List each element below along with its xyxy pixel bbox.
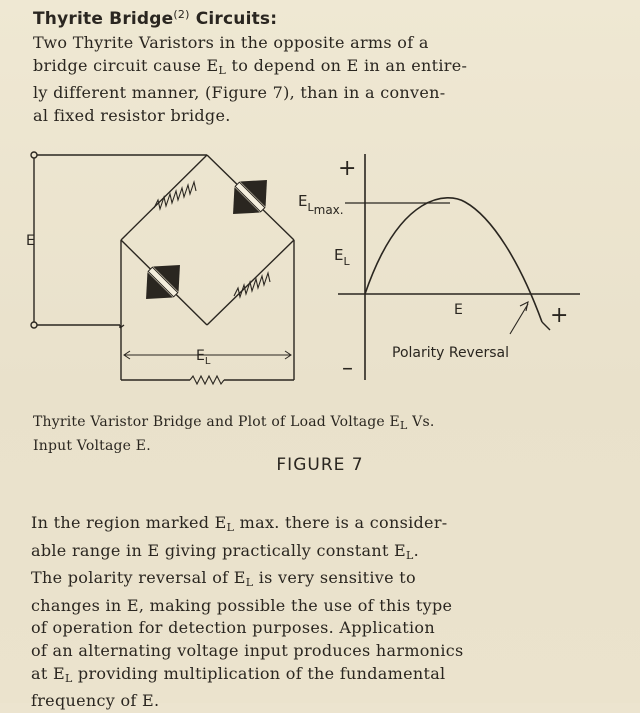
body-paragraph xyxy=(31,512,601,713)
caption-line-1 xyxy=(33,412,435,436)
intro-line-2 xyxy=(33,55,593,83)
plot-plus-top: + xyxy=(338,156,357,181)
intro-line-2-b: to depend on E in an entire- xyxy=(226,55,468,75)
body-line-1-a: In the region marked E xyxy=(31,513,227,532)
body-line-2 xyxy=(31,540,601,568)
body-line-2-a: able range in E giving practically constant E xyxy=(31,540,407,560)
body-line-6: of an alternating voltage input produces harmonics xyxy=(31,640,464,660)
elmax-label-main: E xyxy=(298,192,308,210)
body-line-7 xyxy=(31,663,601,691)
body-line-1-sub: L xyxy=(226,521,235,534)
body-line-3 xyxy=(31,567,601,595)
polarity-reversal-annotation: Polarity Reversal xyxy=(392,345,509,361)
el-axis-label-main: E xyxy=(334,246,344,264)
load-voltage-plot xyxy=(298,154,580,381)
caption-line-1-a: Thyrite Varistor Bridge and Plot of Load Voltage E xyxy=(33,414,400,430)
intro-line-3: ly different manner, (Figure 7), than in a conven- xyxy=(33,83,446,102)
figure-7-illustration xyxy=(20,142,590,392)
curve-tail xyxy=(542,322,550,330)
output-voltage-label xyxy=(196,348,211,367)
body-line-7-b: providing multiplication of the fundamental xyxy=(72,663,446,683)
intro-line-2-sub: L xyxy=(218,63,227,77)
body-line-3-b: is very sensitive to xyxy=(253,568,416,588)
body-line-7-a: at E xyxy=(31,663,65,683)
plot-x-axis-label: E xyxy=(454,302,463,318)
body-line-3-a: The polarity reversal of E xyxy=(31,568,246,588)
intro-line-2-a: bridge circuit cause E xyxy=(33,55,219,75)
body-line-8: frequency of E. xyxy=(31,691,160,711)
elmax-label xyxy=(298,192,344,217)
figure-caption xyxy=(33,412,435,456)
elmax-label-suffix: max. xyxy=(313,203,344,217)
heading-rest: Circuits: xyxy=(189,9,278,29)
heading-title: Thyrite Bridge xyxy=(33,9,174,29)
body-line-7-sub: L xyxy=(64,671,73,685)
body-line-4: changes in E, making possible the use of this type xyxy=(31,595,453,615)
body-line-5: of operation for detection purposes. Application xyxy=(31,618,435,638)
figure-number: FIGURE 7 xyxy=(276,455,364,475)
el-axis-label xyxy=(334,246,350,268)
body-line-2-b: . xyxy=(413,540,420,560)
caption-line-2: Input Voltage E. xyxy=(33,438,151,454)
intro-paragraph xyxy=(33,32,593,127)
intro-line-4: al fixed resistor bridge. xyxy=(33,105,231,125)
body-line-1 xyxy=(31,512,601,540)
input-terminal-top xyxy=(31,152,37,158)
caption-line-1-sub: L xyxy=(399,419,408,432)
el-axis-label-sub: L xyxy=(343,255,350,268)
output-voltage-label-sub: L xyxy=(204,356,211,367)
output-voltage-label-main: E xyxy=(196,348,205,364)
body-line-1-b: max. there is a consider- xyxy=(234,513,448,532)
caption-line-1-b: Vs. xyxy=(407,414,435,430)
annotation-pointer xyxy=(510,304,528,334)
heading-footnote-ref: (2) xyxy=(173,8,190,21)
section-heading xyxy=(33,8,277,29)
body-line-3-sub: L xyxy=(245,576,254,590)
input-terminal-bottom xyxy=(31,322,37,328)
input-voltage-label: E xyxy=(26,233,35,249)
plot-minus-bottom: – xyxy=(342,356,353,381)
intro-line-1: Two Thyrite Varistors in the opposite arms of a xyxy=(33,33,429,52)
body-line-2-sub: L xyxy=(406,548,414,562)
load-resistor-icon xyxy=(190,376,224,384)
plot-plus-right: + xyxy=(550,303,569,328)
fixed-resistor-lower-icon xyxy=(234,273,270,297)
elmax-label-sub: L xyxy=(307,201,314,214)
